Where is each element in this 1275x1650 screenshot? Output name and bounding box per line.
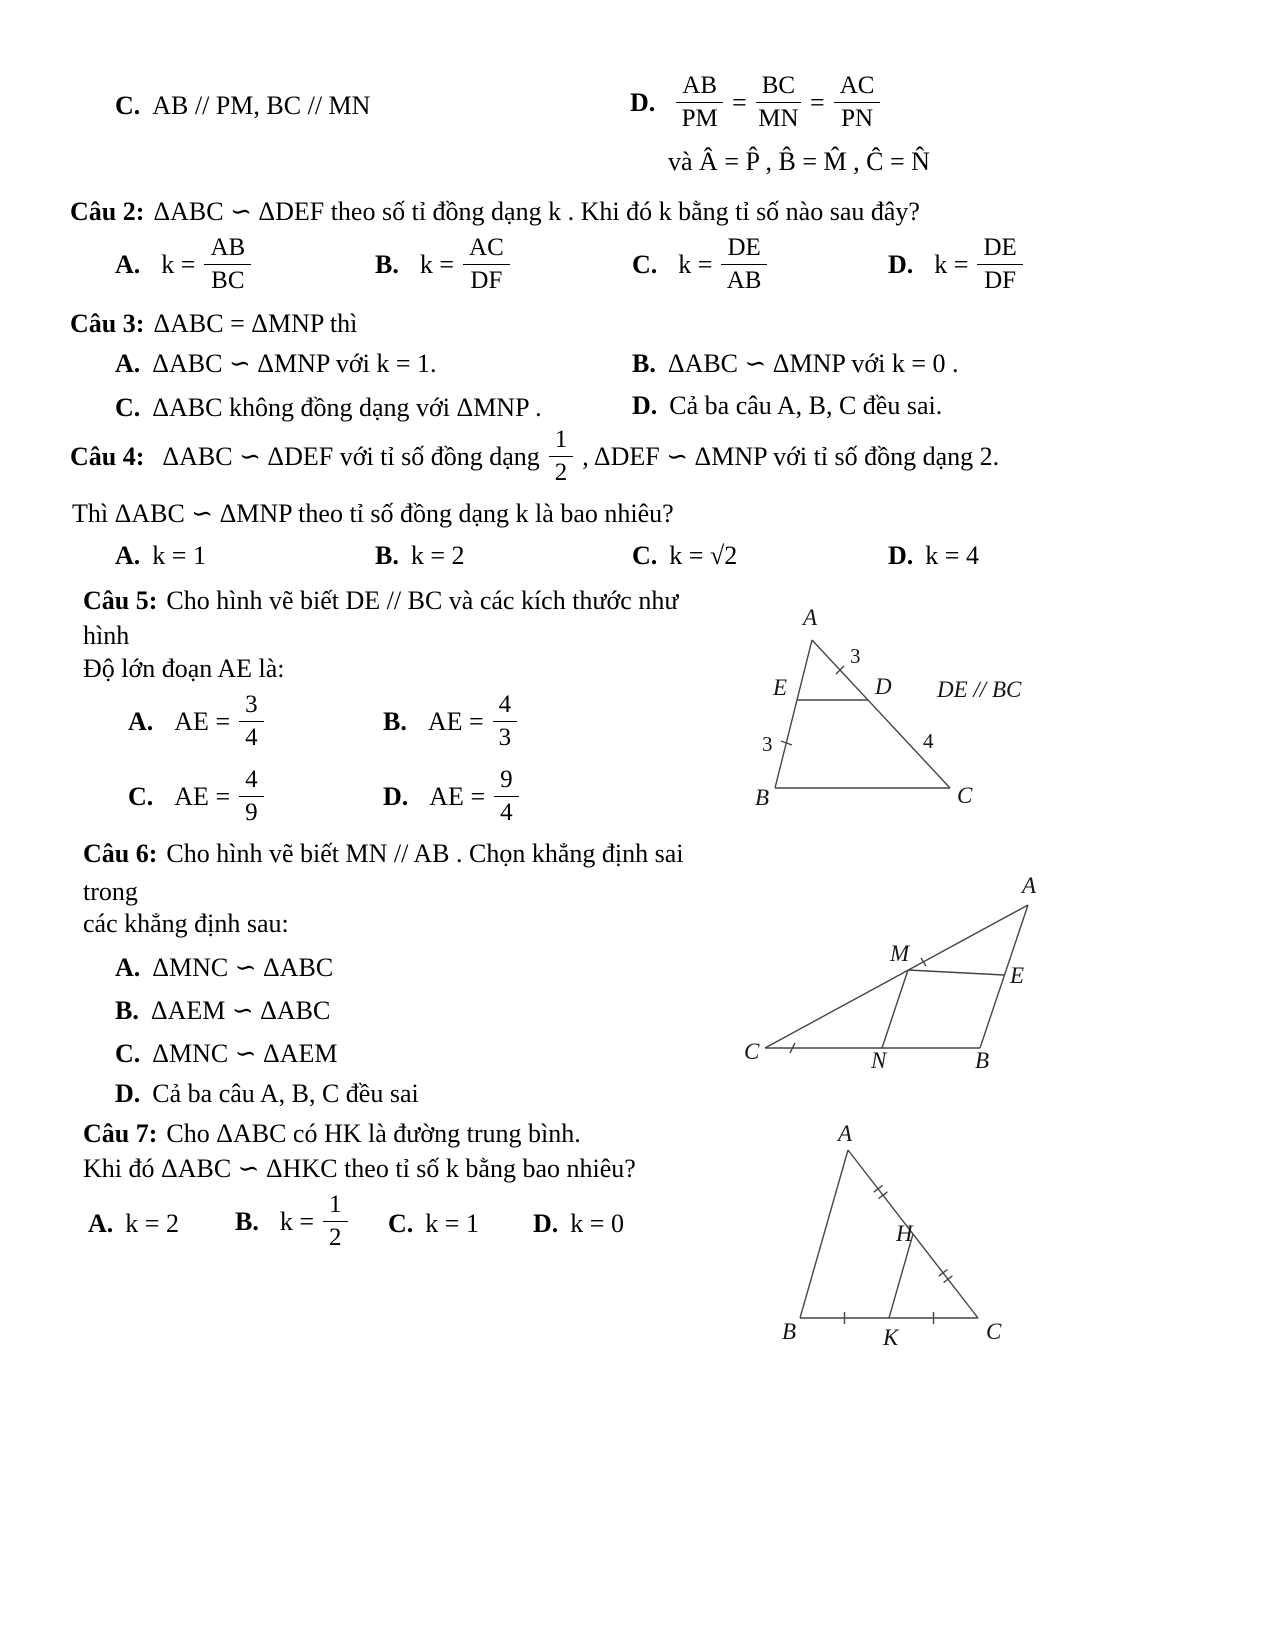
vertex-label-E: E <box>773 675 788 700</box>
fraction-numerator: DE <box>977 234 1022 265</box>
figure-q5-edges <box>775 640 950 788</box>
option-text: ΔAEM ∽ ΔABC <box>150 996 331 1025</box>
q7-option-a <box>88 1208 179 1240</box>
question-text: ΔABC = ΔMNP thì <box>153 309 358 338</box>
q2-option-c <box>632 234 767 295</box>
q6-option-b <box>115 995 330 1027</box>
q6-title <box>83 838 684 870</box>
fraction <box>323 1191 348 1252</box>
option-letter: A. <box>88 1209 114 1238</box>
fraction-numerator: AC <box>463 234 510 265</box>
question-number: Câu 7: <box>83 1119 158 1148</box>
double-tick-AH-1 <box>874 1185 883 1192</box>
question-number: Câu 6: <box>83 839 158 868</box>
parallel-note: DE // BC <box>937 677 1022 702</box>
equals-sign: = <box>810 87 825 117</box>
figure-q7-triangle <box>780 1121 1020 1350</box>
fraction-denominator: PN <box>841 105 874 132</box>
q2-option-a <box>115 234 251 295</box>
fraction <box>676 72 723 133</box>
option-letter: A. <box>128 706 154 736</box>
vertex-label-B: B <box>975 1048 990 1073</box>
option-pre: k = <box>419 249 455 279</box>
option-text: Cả ba câu A, B, C đều sai <box>152 1079 419 1108</box>
q1-option-c <box>115 90 370 122</box>
option-text: k = 1 <box>152 541 206 570</box>
option-text: k = √2 <box>669 541 738 570</box>
question-text-post: , ΔDEF ∽ ΔMNP với tỉ số đồng dạng 2. <box>582 441 1000 471</box>
fraction <box>204 234 251 295</box>
fraction-denominator: 3 <box>498 724 512 751</box>
fraction-denominator: MN <box>758 105 799 132</box>
option-text: ΔMNC ∽ ΔABC <box>152 953 334 982</box>
option-text: k = 2 <box>125 1209 179 1238</box>
fraction <box>721 234 766 295</box>
question-text-pre: ΔABC ∽ ΔDEF với tỉ số đồng dạng <box>162 441 540 471</box>
q3-option-a <box>115 348 437 380</box>
q5-option-c <box>128 766 264 827</box>
option-text: k = 0 <box>570 1209 624 1238</box>
q6-option-d <box>115 1078 419 1110</box>
fraction-denominator: DF <box>984 267 1017 294</box>
q2-option-d <box>888 234 1023 295</box>
question-text: Cho hình vẽ biết MN // AB . Chọn khẳng định sai <box>166 839 684 868</box>
q4-option-a <box>115 540 206 572</box>
q7-title <box>83 1118 581 1150</box>
vertex-label-A: A <box>803 605 818 630</box>
option-text: k = 4 <box>925 541 979 570</box>
option-pre: k = <box>161 249 196 279</box>
vertex-label-A: A <box>838 1121 853 1146</box>
q1-angles-line: và Â = P̂ , B̂ = M̂ , Ĉ = N̂ <box>668 147 930 176</box>
q4-option-c <box>632 540 737 572</box>
segment-HK <box>889 1234 913 1318</box>
option-letter: C. <box>632 249 658 279</box>
q6-option-c <box>115 1038 338 1070</box>
option-pre: k = <box>678 249 713 279</box>
option-letter: D. <box>888 541 914 570</box>
fraction <box>834 72 881 133</box>
fraction-denominator: DF <box>470 267 503 294</box>
q5-option-a <box>128 691 264 752</box>
q7-option-b <box>235 1191 348 1252</box>
option-text: ΔABC ∽ ΔMNP với k = 1. <box>152 349 437 378</box>
figure-q7-edges <box>800 1150 978 1324</box>
fraction <box>463 234 510 295</box>
option-pre: k = <box>279 1206 315 1236</box>
fraction-denominator: 4 <box>500 799 513 826</box>
vertex-label-D: D <box>875 674 892 699</box>
q3-option-d <box>632 390 942 422</box>
option-pre: k = <box>934 249 969 279</box>
fraction-denominator: BC <box>211 267 245 294</box>
side-AB <box>800 1150 848 1318</box>
fraction-numerator: 4 <box>239 766 264 797</box>
q7-option-c <box>388 1208 479 1240</box>
vertex-label-C: C <box>744 1039 760 1064</box>
fraction-numerator: 4 <box>493 691 518 722</box>
option-letter: B. <box>235 1206 259 1236</box>
option-letter: B. <box>632 349 656 378</box>
fraction-numerator: BC <box>756 72 801 103</box>
q4-line2: Thì ΔABC ∽ ΔMNP theo tỉ số đồng dạng k là bao nhiêu? <box>72 499 674 528</box>
figure-q5-triangle <box>745 605 1045 810</box>
option-letter: A. <box>115 541 141 570</box>
vertex-label-N: N <box>871 1048 887 1073</box>
option-pre: AE = <box>174 706 231 736</box>
fraction <box>239 766 264 827</box>
option-pre: AE = <box>174 781 231 811</box>
q6-line2: trong <box>83 877 138 906</box>
option-text: ΔMNC ∽ ΔAEM <box>152 1039 338 1068</box>
q7-option-d <box>533 1208 624 1240</box>
figure-q6-triangle <box>740 873 1050 1073</box>
q2-title <box>70 196 920 228</box>
fraction <box>493 691 518 752</box>
fraction-numerator: AC <box>834 72 881 103</box>
vertex-label-E: E <box>1010 963 1025 988</box>
option-letter: B. <box>375 541 399 570</box>
side-AC <box>812 640 950 788</box>
q5-option-d <box>383 766 519 827</box>
figure-q6-edges <box>765 905 1028 1053</box>
fraction-denominator: 2 <box>329 1224 342 1251</box>
fraction-numerator: 1 <box>549 426 574 457</box>
fraction-numerator: 3 <box>239 691 264 722</box>
question-text: Cho hình vẽ biết DE // BC và các kích thước như <box>166 586 679 615</box>
option-letter: C. <box>128 781 154 811</box>
option-text: ΔABC ∽ ΔMNP với k = 0 . <box>667 349 959 378</box>
vertex-label-K: K <box>883 1325 899 1350</box>
length-label-AD: 3 <box>850 644 861 668</box>
q5-line2: hình <box>83 621 130 650</box>
option-letter: A. <box>115 249 141 279</box>
fraction-numerator: AB <box>676 72 723 103</box>
option-pre: AE = <box>427 706 484 736</box>
question-text: ΔABC ∽ ΔDEF theo số tỉ đồng dạng k . Khi đó k bằng tỉ số nào sau đây? <box>153 197 920 226</box>
side-CA <box>765 905 1028 1048</box>
fraction <box>239 691 264 752</box>
option-letter: B. <box>115 996 139 1025</box>
option-text: AB // PM, BC // MN <box>152 91 371 120</box>
option-letter: C. <box>115 393 141 422</box>
option-letter: D. <box>533 1209 559 1238</box>
vertex-label-M: M <box>890 941 910 966</box>
vertex-label-H: H <box>896 1221 913 1246</box>
q3-option-b <box>632 348 959 380</box>
side-AB <box>775 640 812 788</box>
option-letter: A. <box>115 349 141 378</box>
q7-line2: Khi đó ΔABC ∽ ΔHKC theo tỉ số k bằng bao nhiêu? <box>83 1154 636 1183</box>
fraction <box>549 426 574 487</box>
length-label-DC: 4 <box>923 729 934 753</box>
q4-option-b <box>375 540 465 572</box>
q5-title <box>83 585 678 617</box>
double-tick-HC-1 <box>939 1269 948 1276</box>
fraction-numerator: 1 <box>323 1191 348 1222</box>
question-number: Câu 4: <box>70 441 145 471</box>
question-text: Cho ΔABC có HK là đường trung bình. <box>166 1119 581 1148</box>
q5-option-b <box>383 691 517 752</box>
segment-ME <box>908 970 1004 975</box>
option-letter: D. <box>632 391 658 420</box>
q5-line3: Độ lớn đoạn AE là: <box>83 654 285 683</box>
fraction-denominator: 4 <box>245 724 258 751</box>
vertex-label-B: B <box>755 785 770 810</box>
option-letter: D. <box>383 781 409 811</box>
option-text: k = 2 <box>410 541 465 570</box>
length-label-EB: 3 <box>762 732 773 756</box>
option-letter: D. <box>888 249 914 279</box>
option-letter: B. <box>383 706 407 736</box>
q6-line3: các khẳng định sau: <box>83 909 289 938</box>
vertex-label-C: C <box>957 783 973 808</box>
fraction-denominator: AB <box>726 267 762 294</box>
q2-option-b <box>375 234 510 295</box>
vertex-label-A: A <box>1022 873 1037 898</box>
option-letter: C. <box>115 1039 141 1068</box>
option-letter: D. <box>115 1079 141 1108</box>
vertex-label-C: C <box>986 1319 1002 1344</box>
fraction-numerator: 9 <box>494 766 519 797</box>
option-letter: A. <box>115 953 141 982</box>
fraction <box>756 72 801 133</box>
q4-option-d <box>888 540 979 572</box>
option-letter: C. <box>632 541 658 570</box>
option-text: Cả ba câu A, B, C đều sai. <box>669 391 943 420</box>
option-pre: AE = <box>429 781 486 811</box>
equals-sign: = <box>732 87 747 117</box>
option-text: k = 1 <box>425 1209 479 1238</box>
q3-title <box>70 308 357 340</box>
question-number: Câu 3: <box>70 309 145 338</box>
q3-option-c <box>115 392 542 424</box>
double-tick-AH-2 <box>879 1192 888 1199</box>
fraction-numerator: DE <box>721 234 766 265</box>
fraction <box>494 766 519 827</box>
vertex-label-B: B <box>782 1319 797 1344</box>
question-number: Câu 2: <box>70 197 145 226</box>
option-letter: C. <box>388 1209 414 1238</box>
option-text: ΔABC không đồng dạng với ΔMNP . <box>152 393 542 422</box>
double-tick-HC-2 <box>944 1276 953 1283</box>
q1-option-d <box>630 72 880 133</box>
option-letter: D. <box>630 87 656 117</box>
fraction-denominator: 2 <box>554 459 568 486</box>
q4-title <box>70 426 999 487</box>
option-letter: B. <box>375 249 399 279</box>
fraction <box>977 234 1022 295</box>
fraction-numerator: AB <box>204 234 251 265</box>
q6-option-a <box>115 952 333 984</box>
option-letter: C. <box>115 91 141 120</box>
fraction-denominator: 9 <box>245 799 258 826</box>
question-number: Câu 5: <box>83 586 158 615</box>
fraction-denominator: PM <box>681 105 718 132</box>
